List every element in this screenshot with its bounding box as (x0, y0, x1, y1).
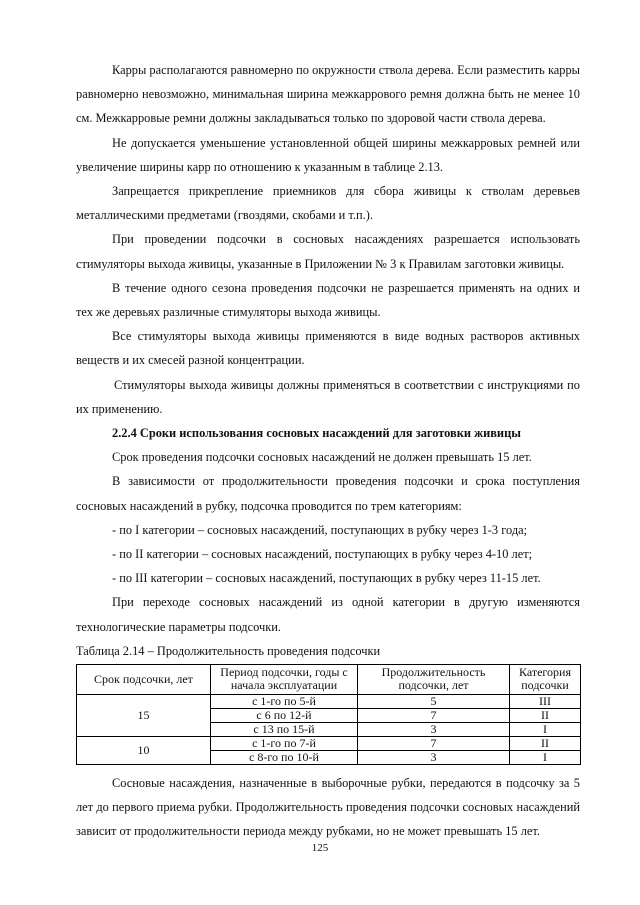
header-period: Период подсочки, годы с начала эксплуатации (211, 664, 358, 694)
period-cell: с 6 по 12-й (211, 708, 358, 722)
paragraph: В течение одного сезона проведения подсочки не разрешается применять на одних и тех же деревьях различные стимуляторы выхода живицы. (76, 280, 580, 320)
table-header-row (77, 664, 581, 694)
paragraph: Стимуляторы выхода живицы должны применяться в соответствии с инструкциями по их применению. (76, 377, 580, 416)
list-item: - по III категории – сосновых насаждений, поступающих в рубку через 11-15 лет. (112, 571, 541, 586)
table-row (77, 694, 581, 708)
section-heading: 2.2.4 Сроки использования сосновых насаждений для заготовки живицы (112, 426, 521, 441)
header-category: Категория подсочки (510, 664, 581, 694)
paragraph: Не допускается уменьшение установленной общей ширины межкарровых ремней или увеличение ширины карр по отношению к указанным в таблице 2.13. (76, 135, 580, 174)
list-item: - по II категории – сосновых насаждений, поступающих в рубку через 4-10 лет; (112, 547, 533, 562)
header-term: Срок подсочки, лет (77, 664, 211, 694)
category-cell: II (510, 708, 581, 722)
paragraph: Карры располагаются равномерно по окружности ствола дерева. Если разместить карры равномерно невозможно, минимальная ширина межкаррового ремня должна быть не менее 10 см. Межкарровые ремни должны закладываться только по здоровой части ствола дерева. (76, 63, 580, 126)
paragraph: При проведении подсочки в сосновых насаждениях разрешается использовать стимуляторы выхода живицы, указанные в Приложении № 3 к Правилам заготовки живицы. (76, 232, 580, 271)
period-cell: с 1-го по 7-й (211, 736, 358, 750)
duration-cell: 3 (358, 722, 510, 736)
duration-cell: 5 (358, 694, 510, 708)
duration-cell: 7 (358, 708, 510, 722)
term-cell: 10 (77, 736, 211, 764)
period-cell: с 8-го по 10-й (211, 750, 358, 764)
duration-table (76, 664, 581, 765)
category-cell: II (510, 736, 581, 750)
period-cell: с 1-го по 5-й (211, 694, 358, 708)
table-caption: Таблица 2.14 – Продолжительность проведения подсочки (76, 643, 381, 658)
paragraph: В зависимости от продолжительности проведения подсочки и срока поступления сосновых насаждений в рубку, подсочка проводится по трем категориям: (76, 474, 580, 513)
duration-cell: 7 (358, 736, 510, 750)
header-duration: Продолжительность подсочки, лет (358, 664, 510, 694)
category-cell: I (510, 722, 581, 736)
paragraph: При переходе сосновых насаждений из одной категории в другую изменяются технологические параметры подсочки. (76, 595, 580, 634)
paragraph: Срок проведения подсочки сосновых насаждений не должен превышать 15 лет. (112, 450, 532, 465)
paragraph: Сосновые насаждения, назначенные в выборочные рубки, передаются в подсочку за 5 лет до первого приема рубки. Продолжительность проведения подсочки сосновых насаждений зависит от продолжительности периода между рубками, но не может превышать 15 лет. (76, 775, 580, 839)
category-cell: I (510, 750, 581, 764)
term-cell: 15 (77, 694, 211, 736)
duration-cell: 3 (358, 750, 510, 764)
paragraph: Все стимуляторы выхода живицы применяются в виде водных растворов активных веществ и их смесей разной концентрации. (76, 329, 580, 368)
paragraph: Запрещается прикрепление приемников для сбора живицы к стволам деревьев металлическими предметами (гвоздями, скобами и т.п.). (76, 184, 580, 223)
period-cell: с 13 по 15-й (211, 722, 358, 736)
table-row (77, 736, 581, 750)
list-item: - по I категории – сосновых насаждений, поступающих в рубку через 1-3 года; (112, 522, 528, 537)
category-cell: III (510, 694, 581, 708)
page-number: 125 (311, 842, 329, 854)
page-text (76, 58, 580, 843)
